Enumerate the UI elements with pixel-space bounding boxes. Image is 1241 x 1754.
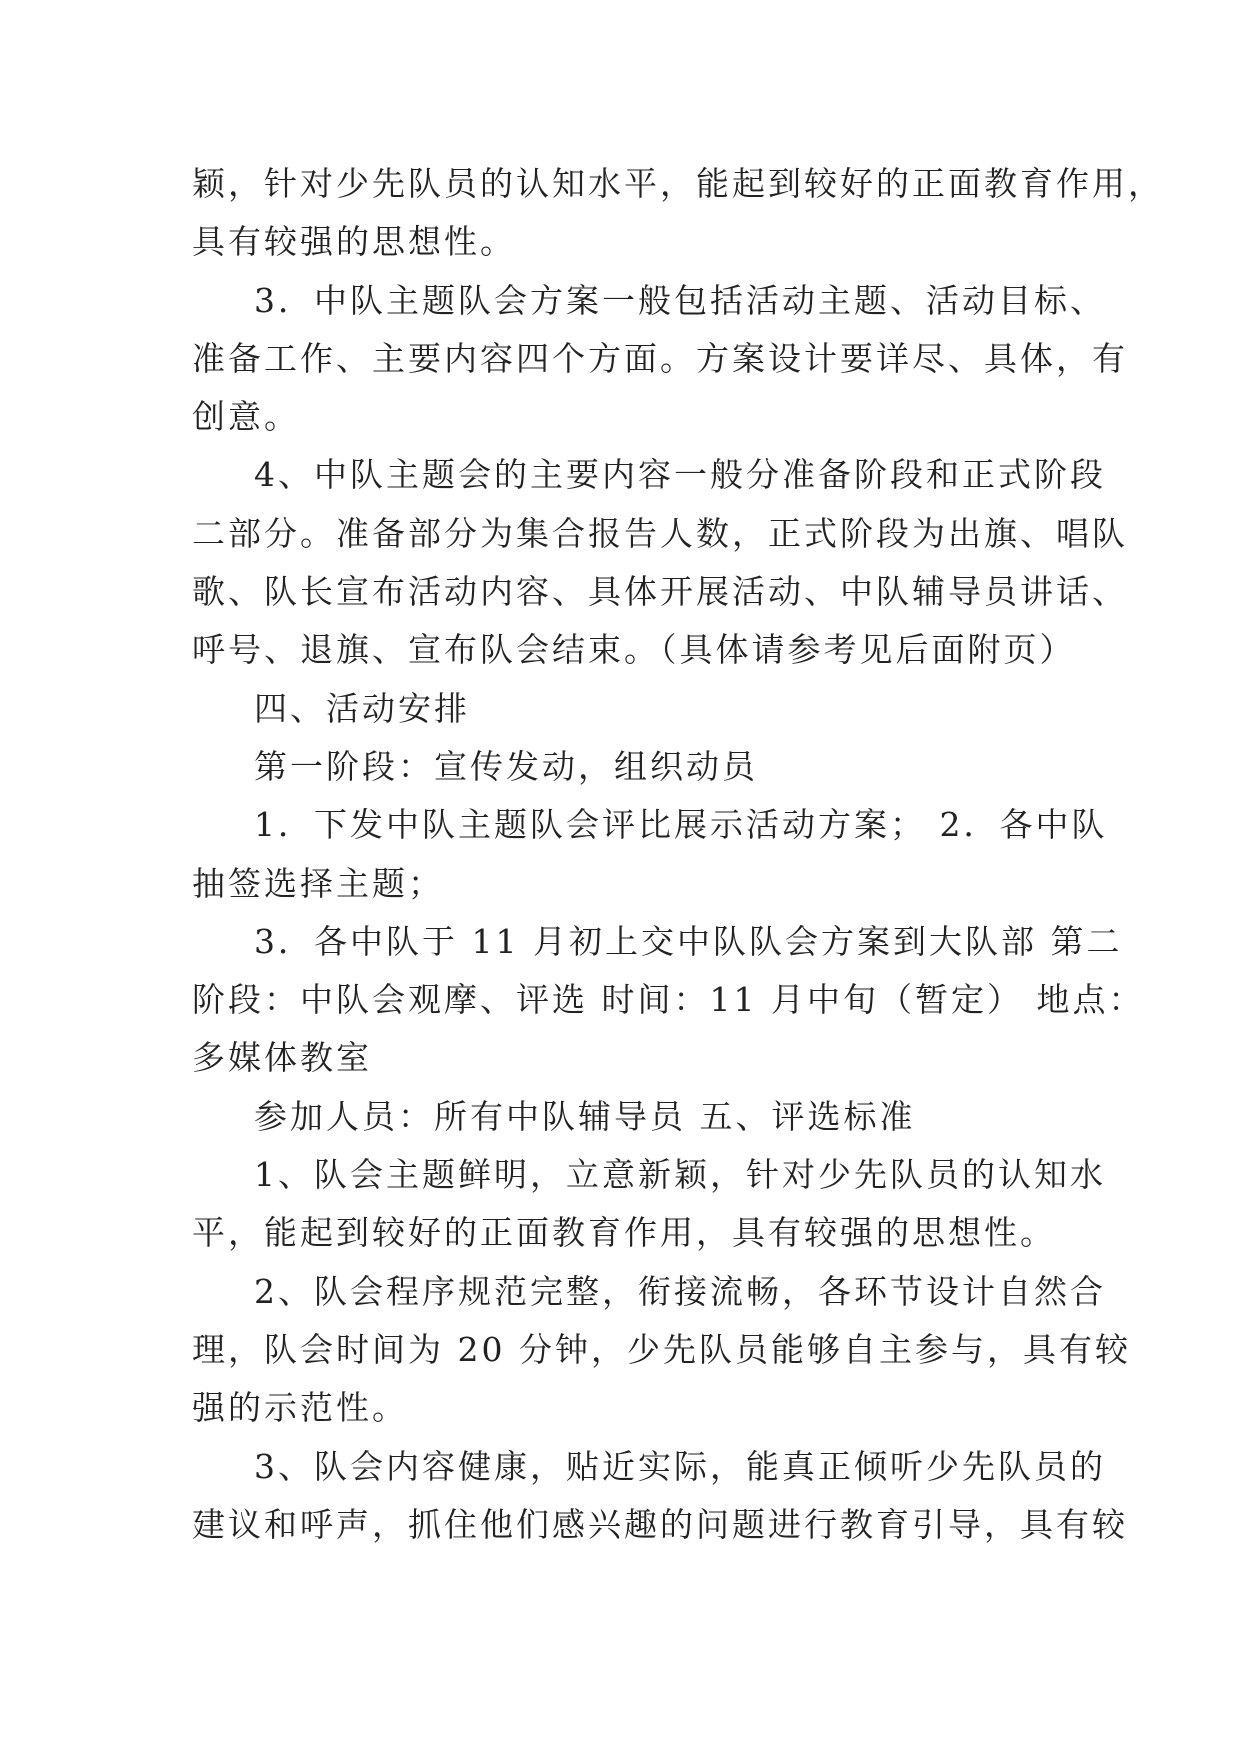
text-line: 2、队会程序规范完整，衔接流畅，各环节设计自然合	[254, 1271, 1106, 1311]
text-line: 四、活动安排	[254, 688, 470, 728]
text-line: 3．各中队于 11 月初上交中队队会方案到大队部 第二	[254, 921, 1123, 961]
text-line: 准备工作、主要内容四个方面。方案设计要详尽、具体，有	[192, 338, 1128, 378]
text-line: 二部分。准备部分为集合报告人数，正式阶段为出旗、唱队	[192, 513, 1128, 553]
text-line: 颖，针对少先队员的认知水平，能起到较好的正面教育作用，	[192, 164, 1164, 203]
text-line: 3、队会内容健康，贴近实际，能真正倾听少先队员的	[254, 1446, 1106, 1486]
text-line: 阶段：中队会观摩、评选 时间：11 月中旬（暂定） 地点：	[192, 980, 1145, 1020]
text-line: 1．下发中队主题队会评比展示活动方案； 2．各中队	[254, 805, 1108, 845]
text-line: 理，队会时间为 20 分钟，少先队员能够自主参与，具有较	[192, 1329, 1131, 1369]
text-line: 具有较强的思想性。	[192, 222, 516, 262]
text-line: 歌、队长宣布活动内容、具体开展活动、中队辅导员讲话、	[192, 572, 1128, 612]
text-line: 4、中队主题会的主要内容一般分准备阶段和正式阶段	[254, 455, 1106, 495]
text-line: 参加人员：所有中队辅导员 五、评选标准	[254, 1096, 916, 1136]
text-line: 建议和呼声，抓住他们感兴趣的问题进行教育引导，具有较	[192, 1504, 1128, 1544]
text-line: 平，能起到较好的正面教育作用，具有较强的思想性。	[192, 1213, 1056, 1253]
text-line: 强的示范性。	[192, 1388, 408, 1428]
body-text	[192, 155, 1164, 1554]
text-line: 多媒体教室	[192, 1038, 372, 1078]
text-line: 1、队会主题鲜明，立意新颖，针对少先队员的认知水	[254, 1155, 1106, 1195]
text-line: 第一阶段：宣传发动，组织动员	[254, 746, 758, 786]
text-line: 抽签选择主题；	[192, 863, 444, 903]
text-line: 3．中队主题队会方案一般包括活动主题、活动目标、	[254, 280, 1106, 320]
text-line: 创意。	[192, 397, 300, 437]
text-line: 呼号、退旗、宣布队会结束。（具体请参考见后面附页）	[192, 630, 1076, 670]
